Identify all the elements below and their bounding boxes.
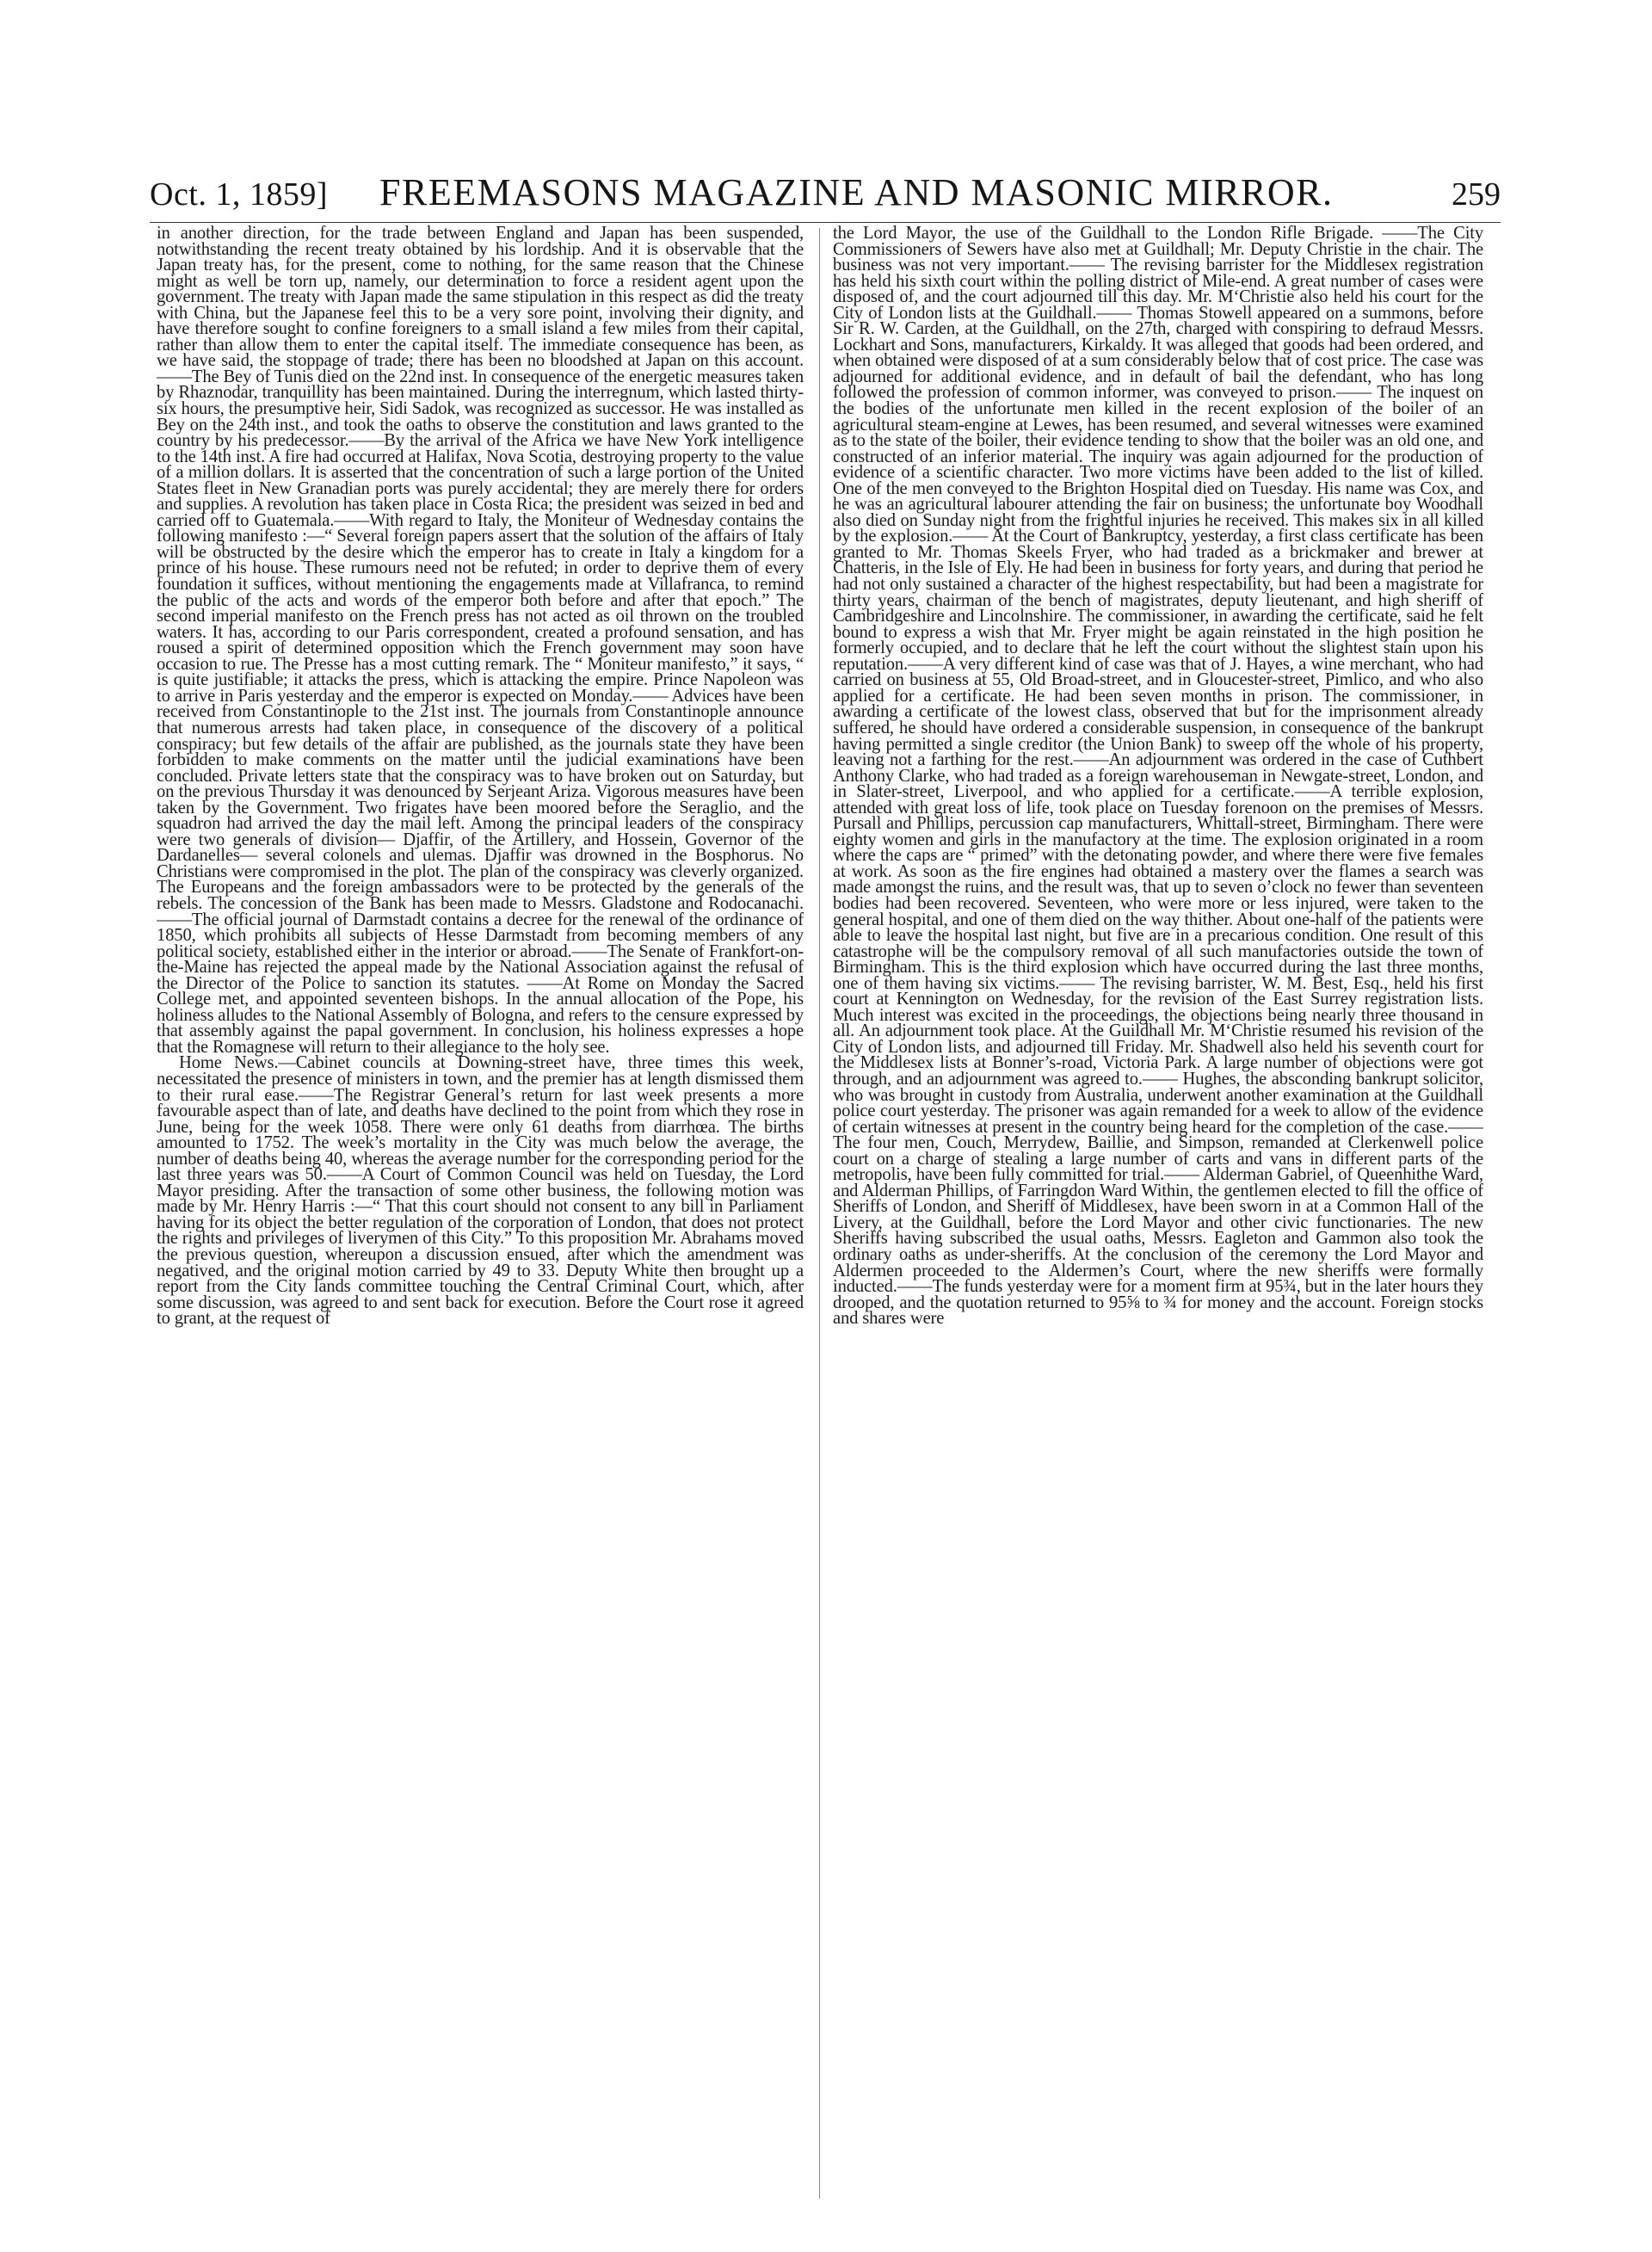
left-column (157, 225, 804, 2205)
header-rule (150, 222, 1501, 223)
left-paragraph-continued: in another direction, for the trade between England and Japan has been suspended, notwithstanding the recent treaty obtained by his lordship. And it is observable that the Japan treaty has, for the present, come to nothing, for the same reason that the Chinese might as well be torn up, namely, our determination to force a resident agent upon the government. The treaty with Japan made the same stipulation in this respect as did the treaty with China, but the Japanese feel this to be a very sore point, involving their dignity, and have therefore sought to confine foreigners to a small island a few miles from their capital, rather than allow them to enter the capital itself. The immediate consequence has been, as we have said, the stoppage of trade; there has been no bloodshed at Japan on this account.——The Bey of Tunis died on the 22nd inst. In consequence of the energetic measures taken by Rhaznodar, tranquillity has been maintained. During the interregnum, which lasted thirty-six hours, the presumptive heir, Sidi Sadok, was recognized as successor. He was installed as Bey on the 24th inst., and took the oaths to observe the constitution and laws granted to the country by his predecessor.——By the arrival of the Africa we have New York intelligence to the 14th inst. A fire had occurred at Halifax, Nova Scotia, destroying property to the value of a million dollars. It is asserted that the concentration of such a large portion of the United States fleet in New Granadian ports was purely accidental; they are merely there for orders and supplies. A revolution has taken place in Costa Rica; the president was seized in bed and carried off to Guatemala.——With regard to Italy, the Moniteur of Wednesday contains the following manifesto :—“ Several foreign papers assert that the solution of the affairs of Italy will be obstructed by the desire which the emperor has to create in Italy a kingdom for a prince of his house. These rumours need not be refuted; in order to deprive them of every foundation it suffices, without mentioning the engagements made at Villafranca, to remind the public of the acts and words of the emperor both before and after that epoch.” The second imperial manifesto on the French press has not acted as oil thrown on the troubled waters. It has, according to our Paris correspondent, created a profound sensation, and has roused a spirit of determined opposition which the French government may soon have occasion to rue. The Presse has a most cutting remark. The “ Moniteur manifesto,” it says, “ is quite justifiable; it attacks the press, which is attacking the empire. Prince Napoleon was to arrive in Paris yesterday and the emperor is expected on Monday.—— Advices have been received from Constantinople to the 21st inst. The journals from Constantinople announce that numerous arrests had taken place, in consequence of the discovery of a political conspiracy; but few details of the affair are published, as the journals state they have been forbidden to make comments on the matter until the judicial examinations have been concluded. Private letters state that the conspiracy was to have broken out on Saturday, but on the previous Thursday it was denounced by Serjeant Ariza. Vigorous measures have been taken by the Government. Two frigates have been moored before the Seraglio, and the squadron had arrived the day the mail left. Among the principal leaders of the conspiracy were two generals of division— Djaffir, of the Artillery, and Hossein, Governor of the Dardanelles— several colonels and ulemas. Djaffir was drowned in the Bosphorus. No Christians were compromised in the plot. The plan of the conspiracy was cleverly organized. The Europeans and the foreign ambassadors were to be protected by the generals of the rebels. The concession of the Bank has been made to Messrs. Gladstone and Rodocanachi.——The official journal of Darmstadt contains a decree for the renewal of the ordinance of 1850, which prohibits all subjects of Hesse Darmstadt from becoming members of any political society, established either in the interior or abroad.——The Senate of Frankfort-on-the-Maine has rejected the appeal made by the National Association against the refusal of the Director of the Police to sanction its statutes. ——At Rome on Monday the Sacred College met, and appointed seventeen bishops. In the annual allocation of the Pope, his holiness alludes to the National Assembly of Bologna, and refers to the censure expressed by that assembly against the papal government. In conclusion, his holiness expresses a hope that the Romagnese will return to their allegiance to the holy see. (157, 225, 804, 1057)
page-number: 259 (1452, 176, 1501, 213)
running-head (150, 169, 1501, 219)
right-column (833, 225, 1483, 2205)
publication-title: FREEMASONS MAGAZINE AND MASONIC MIRROR. (379, 171, 1334, 213)
home-news-paragraph: Home News.—Cabinet councils at Downing-street have, three times this week, necessitated the presence of ministers in town, and the premier has at length dismissed them to their rural ease.——The Registrar General’s return for last week presents a more favourable aspect than of late, and deaths have declined to the point from which they rose in June, being for the week 1058. There were only 61 deaths from diarrhœa. The births amounted to 1752. The week’s mortality in the City was much below the average, the number of deaths being 40, whereas the average number for the corresponding period for the last three years was 50.——A Court of Common Council was held on Tuesday, the Lord Mayor presiding. After the transaction of some other business, the following motion was made by Mr. Henry Harris :—“ That this court should not consent to any bill in Parliament having for its object the better regulation of the corporation of London, that does not protect the rights and privileges of liverymen of this City.” To this proposition Mr. Abrahams moved the previous question, whereupon a discussion ensued, after which the amendment was negatived, and the original motion carried by 49 to 33. Deputy White then brought up a report from the City lands committee touching the Central Criminal Court, which, after some discussion, was agreed to and sent back for execution. Before the Court rose it agreed to grant, at the request of (157, 1053, 804, 1329)
issue-date: Oct. 1, 1859] (150, 176, 329, 213)
column-divider (819, 228, 820, 2199)
right-paragraph: the Lord Mayor, the use of the Guildhall to the London Rifle Brigade. ——The City Commissioners of Sewers have also met at Guildhall; Mr. Deputy Christie in the chair. The business was not very important.—— The revising barrister for the Middlesex registration has held his sixth court within the polling district of Mile-end. A great number of cases were disposed of, and the court adjourned till this day. Mr. M‘Christie also held his court for the City of London lists at the Guildhall.—— Thomas Stowell appeared on a summons, before Sir R. W. Carden, at the Guildhall, on the 27th, charged with conspiring to defraud Messrs. Lockhart and Sons, manufacturers, Kirkaldy. It was alleged that goods had been ordered, and when obtained were disposed of at a sum considerably below that of cost price. The case was adjourned for additional evidence, and in default of bail the defendant, who has long followed the profession of common informer, was conveyed to prison.—— The inquest on the bodies of the unfortunate men killed in the recent explosion of the boiler of an agricultural steam-engine at Lewes, has been resumed, and several witnesses were examined as to the state of the boiler, their evidence tending to show that the boiler was an old one, and constructed of an inferior material. The inquiry was again adjourned for the production of evidence of a scientific character. Two more victims have been added to the list of killed. One of the men conveyed to the Brighton Hospital died on Tuesday. His name was Cox, and he was an agricultural labourer attending the fair on business; the unfortunate boy Woodhall also died on Sunday night from the frightful injuries he received. This makes six in all killed by the explosion.—— At the Court of Bankruptcy, yesterday, a first class certificate has been granted to Mr. Thomas Skeels Fryer, who had traded as a brickmaker and brewer at Chatteris, in the Isle of Ely. He had been in business for forty years, and during that period he had not only sustained a character of the highest respectability, but had been a magistrate for thirty years, chairman of the bench of magistrates, deputy lieutenant, and high sheriff of Cambridgeshire and Lincolnshire. The commissioner, in awarding the certificate, said he felt bound to express a wish that Mr. Fryer might be again reinstated in the high position he formerly occupied, and to declare that he left the court without the slightest stain upon his reputation.——A very different kind of case was that of J. Hayes, a wine merchant, who had carried on business at 55, Old Broad-street, and in Gloucester-street, Pimlico, and who also applied for a certificate. He had been seven months in prison. The commissioner, in awarding a certificate of the lowest class, observed that but for the imprisonment already suffered, he should have ordered a considerable suspension, in consequence of the bankrupt having permitted a single creditor (the Union Bank) to sweep off the whole of his property, leaving not a farthing for the rest.——An adjournment was ordered in the case of Cuthbert Anthony Clarke, who had traded as a foreign warehouseman in Newgate-street, London, and in Slater-street, Liverpool, and who applied for a certificate.——A terrible explosion, attended with great loss of life, took place on Tuesday forenoon on the premises of Messrs. Pursall and Phillips, percussion cap manufacturers, Whittall-street, Birmingham. There were eighty women and girls in the manufactory at the time. The explosion originated in a room where the caps are “ primed” with the detonating powder, and where there were five females at work. As soon as the fire engines had obtained a mastery over the flames a search was made amongst the ruins, and the result was, that up to seven o’clock no fewer than seventeen bodies had been recovered. Seventeen, who were more or less injured, were taken to the general hospital, and one of them died on the way thither. About one-half of the patients were able to leave the hospital last night, but five are in a precarious condition. One result of this catastrophe will be the compulsory removal of all such manufactories outside the town of Birmingham. This is the third explosion which have occurred during the last three months, one of them having six victims.—— The revising barrister, W. M. Best, Esq., held his first court at Kennington on Wednesday, for the revision of the East Surrey registration lists. Much interest was excited in the proceedings, the objections being nearly three thousand in all. An adjournment took place. At the Guildhall Mr. M‘Christie resumed his revision of the City of London lists, and adjourned till Friday. Mr. Shadwell also held his seventh court for the Middlesex lists at Bonner’s-road, Victoria Park. A large number of objections were got through, and an adjournment was agreed to.—— Hughes, the absconding bankrupt solicitor, who was brought in custody from Australia, underwent another examination at the Guildhall police court yesterday. The prisoner was again remanded for a week to allow of the evidence of certain witnesses at present in the country being heard for the completion of the case.——The four men, Couch, Merrydew, Baillie, and Simpson, remanded at Clerkenwell police court on a charge of stealing a large number of carts and vans in different parts of the metropolis, have been fully committed for trial.—— Alderman Gabriel, of Queenhithe Ward, and Alderman Phillips, of Farringdon Ward Within, the gentlemen elected to fill the office of Sheriffs of London, and Sheriff of Middlesex, have been sworn in at a Common Hall of the Livery, at the Guildhall, before the Lord Mayor and other civic functionaries. The new Sheriffs having subscribed the usual oaths, Messrs. Eagleton and Gammon also took the ordinary oaths as under-sheriffs. At the conclusion of the ceremony the Lord Mayor and Aldermen proceeded to the Aldermen’s Court, where the new sheriffs were formally inducted.——The funds yesterday were for a moment firm at 95¾, but in the later hours they drooped, and the quotation returned to 95⅝ to ¾ for money and the account. Foreign stocks and shares were (833, 225, 1483, 1329)
